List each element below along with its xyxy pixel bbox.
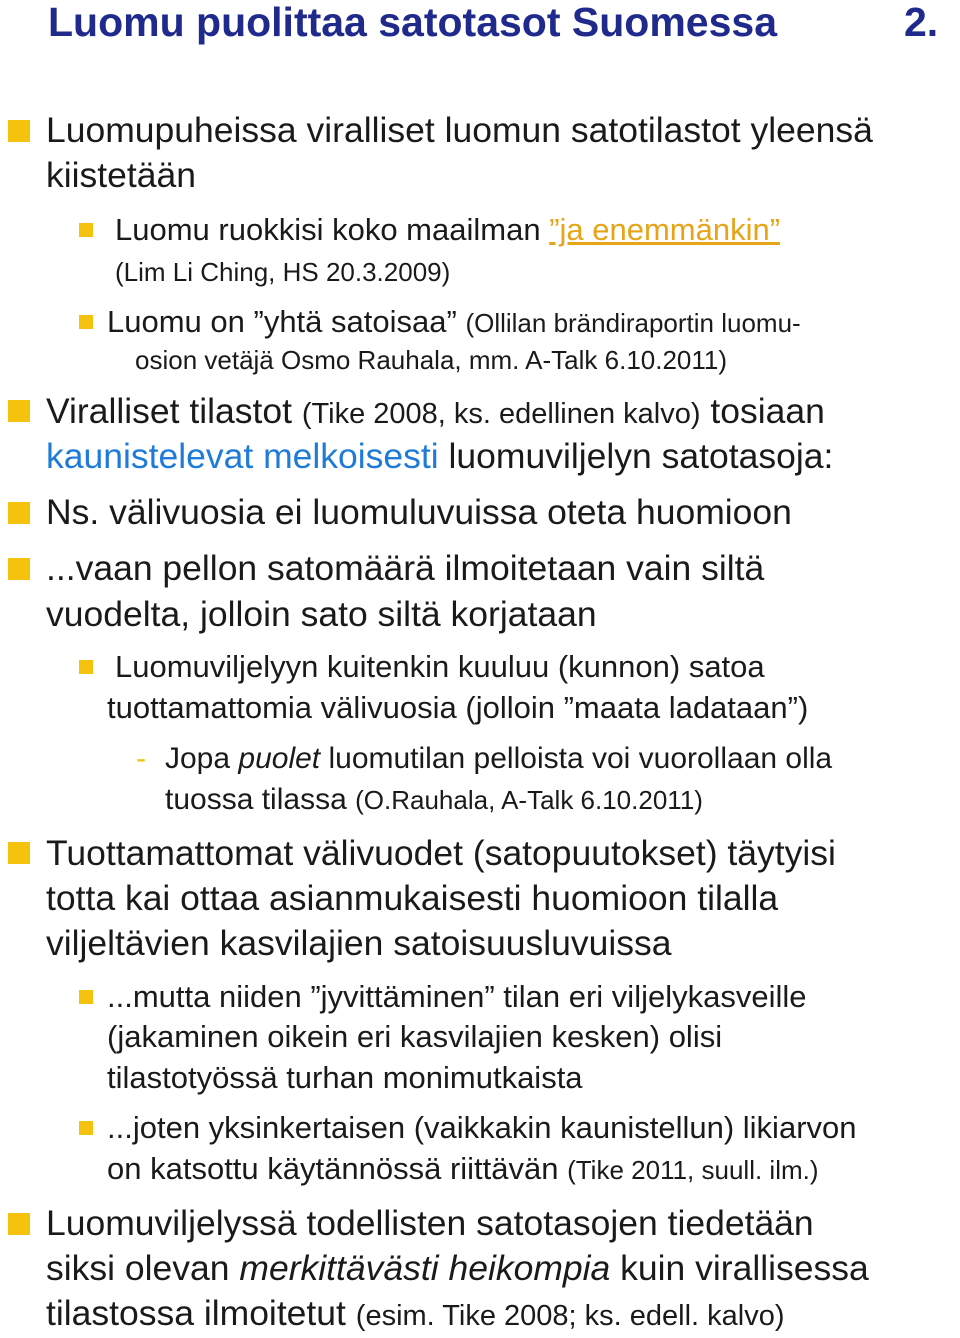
bullet-square-icon	[79, 315, 93, 329]
bullet-square-icon	[79, 223, 93, 237]
bullet-6-line-2	[46, 1246, 869, 1290]
bullet-2-line-1	[46, 389, 825, 436]
bullet-6-source: (esim. Tike 2008; ks. edell. kalvo)	[355, 1300, 785, 1332]
bullet-5b-line-2	[107, 1149, 819, 1190]
bullet-1b-source-2: osion vetäjä Osmo Rauhala, mm. A-Talk 6.10.2011)	[135, 345, 728, 375]
bullet-1b-line-1	[107, 302, 801, 343]
bullet-5-line-1: Tuottamattomat välivuodet (satopuutokset) täytyisi	[46, 833, 836, 873]
bullet-5a-line-3: tilastotyössä turhan monimutkaista	[107, 1060, 583, 1095]
bullet-6-line-1: Luomuviljelyssä todellisten satotasojen tiedetään	[46, 1203, 814, 1243]
bullet-square-icon	[8, 120, 30, 142]
bullet-2-line-2	[46, 434, 833, 478]
bullet-square-icon	[8, 1213, 30, 1235]
bullet-2-source: (Tike 2008, ks. edellinen kalvo)	[301, 398, 701, 430]
bullet-6-em: merkittävästi heikompia	[239, 1248, 611, 1288]
bullet-4a1-pre: Jopa	[165, 742, 239, 775]
bullet-1-line-1: Luomupuheissa viralliset luomun satotilastot yleensä	[46, 110, 873, 150]
bullet-5-line-2: totta kai ottaa asianmukaisesti huomioon tilalla	[46, 878, 779, 918]
bullet-6-line-2-post: kuin virallisessa	[610, 1248, 869, 1288]
bullet-4a-line-1: Luomuviljelyyn kuitenkin kuuluu (kunnon) satoa	[115, 649, 765, 684]
bullet-5b-source: (Tike 2011, suull. ilm.)	[567, 1155, 819, 1185]
bullet-1a-text: Luomu ruokkisi koko maailman	[115, 212, 550, 247]
dash-bullet: -	[136, 742, 146, 775]
bullet-6-line-3-text: tilastossa ilmoitetut	[46, 1293, 346, 1333]
bullet-5b-line-1: ...joten yksinkertaisen (vaikkakin kaunistellun) likiarvon	[107, 1110, 857, 1145]
bullet-2-text: Viralliset tilastot	[46, 391, 292, 431]
bullet-square-icon	[8, 558, 30, 580]
slide-title	[48, 0, 948, 44]
bullet-5a-line-2: (jakaminen oikein eri kasvilajien kesken) olisi	[107, 1019, 723, 1054]
bullet-square-icon	[79, 1121, 93, 1135]
bullet-square-icon	[8, 502, 30, 524]
slide-number: 2.	[904, 0, 939, 45]
bullet-4a1-line-2-text: tuossa tilassa	[165, 783, 347, 816]
bullet-1b-text: Luomu on ”yhtä satoisaa”	[107, 304, 457, 339]
bullet-4a1-line-1	[165, 739, 832, 779]
bullet-square-icon	[8, 400, 30, 422]
bullet-4a1-post: luomutilan pelloista voi vuorollaan olla	[320, 742, 833, 775]
bullet-2-post: tosiaan	[710, 391, 825, 431]
bullet-1a-source: (Lim Li Ching, HS 20.3.2009)	[115, 257, 451, 287]
bullet-square-icon	[8, 842, 30, 864]
bullet-2-line-2-post: luomuviljelyn satotasoja:	[448, 436, 834, 476]
bullet-4a1-em: puolet	[238, 742, 321, 775]
bullet-4a1-line-2	[165, 780, 703, 820]
title-text: Luomu puolittaa satotasot Suomessa	[48, 0, 777, 45]
bullet-square-icon	[79, 660, 93, 674]
bullet-1b-source-1: (Ollilan brändiraportin luomu-	[465, 308, 801, 338]
bullet-4a1-source: (O.Rauhala, A-Talk 6.10.2011)	[355, 785, 703, 815]
bullet-1-line-2: kiistetään	[46, 155, 196, 195]
bullet-square-icon	[79, 990, 93, 1004]
bullet-4-line-2: vuodelta, jolloin sato siltä korjataan	[46, 594, 597, 634]
bullet-2-highlight: kaunistelevat melkoisesti	[46, 436, 439, 476]
bullet-6-line-3	[46, 1291, 785, 1338]
bullet-6-line-2-pre: siksi olevan	[46, 1248, 240, 1288]
bullet-5-line-3: viljeltävien kasvilajien satoisuusluvuissa	[46, 923, 672, 963]
bullet-4-line-1: ...vaan pellon satomäärä ilmoitetaan vain siltä	[46, 548, 765, 588]
ja-enemmankin-link[interactable]: ”ja enemmänkin”	[549, 212, 781, 247]
bullet-5b-line-2-text: on katsottu käytännössä riittävän	[107, 1151, 559, 1186]
bullet-3-text: Ns. välivuosia ei luomuluvuissa oteta huomioon	[46, 492, 792, 532]
bullet-1a-line-1	[115, 210, 780, 250]
bullet-4a-line-2: tuottamattomia välivuosia (jolloin ”maata ladataan”)	[107, 690, 809, 725]
bullet-5a-line-1: ...mutta niiden ”jyvittäminen” tilan eri viljelykasveille	[107, 979, 807, 1014]
